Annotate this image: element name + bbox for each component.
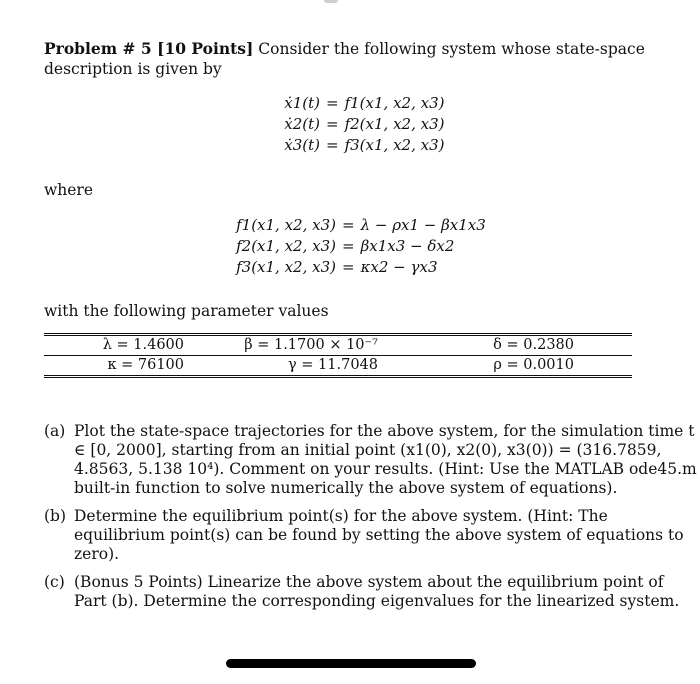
- question-part-b: [44, 507, 700, 564]
- function-definitions: [218, 215, 486, 278]
- parameter-row: [44, 356, 632, 375]
- equals-sign: =: [326, 94, 339, 112]
- equation-rhs: f3(x1, x2, x3): [344, 136, 445, 154]
- equation-rhs: f2(x1, x2, x3): [344, 115, 445, 133]
- equals-sign: =: [342, 237, 355, 255]
- problem-heading: Problem # 5 [10 Points]: [44, 39, 254, 58]
- equals-sign: =: [342, 258, 355, 276]
- function-definition-row: [218, 236, 486, 257]
- equation-lhs: ẋ1(t): [284, 94, 320, 112]
- equals-sign: =: [326, 115, 339, 133]
- home-indicator-bar[interactable]: [226, 659, 476, 668]
- part-text: Plot the state-space trajectories for the above system, for the simulation time t ∈ [0, 2000], starting from an initial point (x1(0), x2(0), x3(0)) = (316.7859, 4.8563, 5.138 10⁴). Comment on your results. (Hint: Use the MATLAB ode45.m built-in function to solve numerically the above system of equations).: [74, 422, 697, 497]
- function-definition-row: [218, 257, 486, 278]
- part-label: (c): [44, 573, 65, 591]
- equation-rhs: f1(x1, x2, x3): [344, 94, 445, 112]
- parameter-cell: ρ = 0.0010: [493, 357, 574, 373]
- problem-intro: Consider the following system whose state-space description is given by: [44, 40, 645, 78]
- parameter-cell: δ = 0.2380: [493, 337, 574, 353]
- question-parts: [44, 422, 700, 620]
- part-label: (a): [44, 422, 66, 440]
- question-part-a: [44, 422, 700, 498]
- state-equations: [262, 93, 444, 156]
- function-lhs: f2(x1, x2, x3): [236, 237, 336, 255]
- state-equation-row: [262, 93, 444, 114]
- part-label: (b): [44, 507, 67, 525]
- parameter-table: [44, 333, 632, 378]
- function-definition-row: [218, 215, 486, 236]
- function-rhs: λ − ρx1 − βx1x3: [360, 216, 486, 234]
- where-label: where: [44, 181, 94, 199]
- parameter-cell: γ = 11.7048: [288, 357, 378, 373]
- top-edge-mark: [324, 0, 338, 3]
- equation-lhs: ẋ2(t): [284, 115, 320, 133]
- parameter-cell: κ = 76100: [107, 357, 184, 373]
- part-text: Determine the equilibrium point(s) for the above system. (Hint: The equilibrium point(s) can be found by setting the above system of equations to zero).: [74, 507, 684, 563]
- parameter-cell: β = 1.1700 × 10⁻⁷: [244, 337, 378, 353]
- state-equation-row: [262, 135, 444, 156]
- equation-lhs: ẋ3(t): [284, 136, 320, 154]
- function-rhs: κx2 − γx3: [360, 258, 438, 276]
- question-part-c: [44, 573, 700, 611]
- function-lhs: f3(x1, x2, x3): [236, 258, 336, 276]
- state-equation-row: [262, 114, 444, 135]
- part-text: (Bonus 5 Points) Linearize the above system about the equilibrium point of Part (b). Determine the corresponding eigenvalues for the linearized system.: [74, 573, 680, 610]
- parameter-cell: λ = 1.4600: [102, 337, 184, 353]
- function-rhs: βx1x3 − δx2: [360, 237, 455, 255]
- problem-statement: [44, 39, 664, 79]
- function-lhs: f1(x1, x2, x3): [236, 216, 336, 234]
- parameters-intro: with the following parameter values: [44, 302, 329, 320]
- parameter-row: [44, 336, 632, 356]
- equals-sign: =: [326, 136, 339, 154]
- equals-sign: =: [342, 216, 355, 234]
